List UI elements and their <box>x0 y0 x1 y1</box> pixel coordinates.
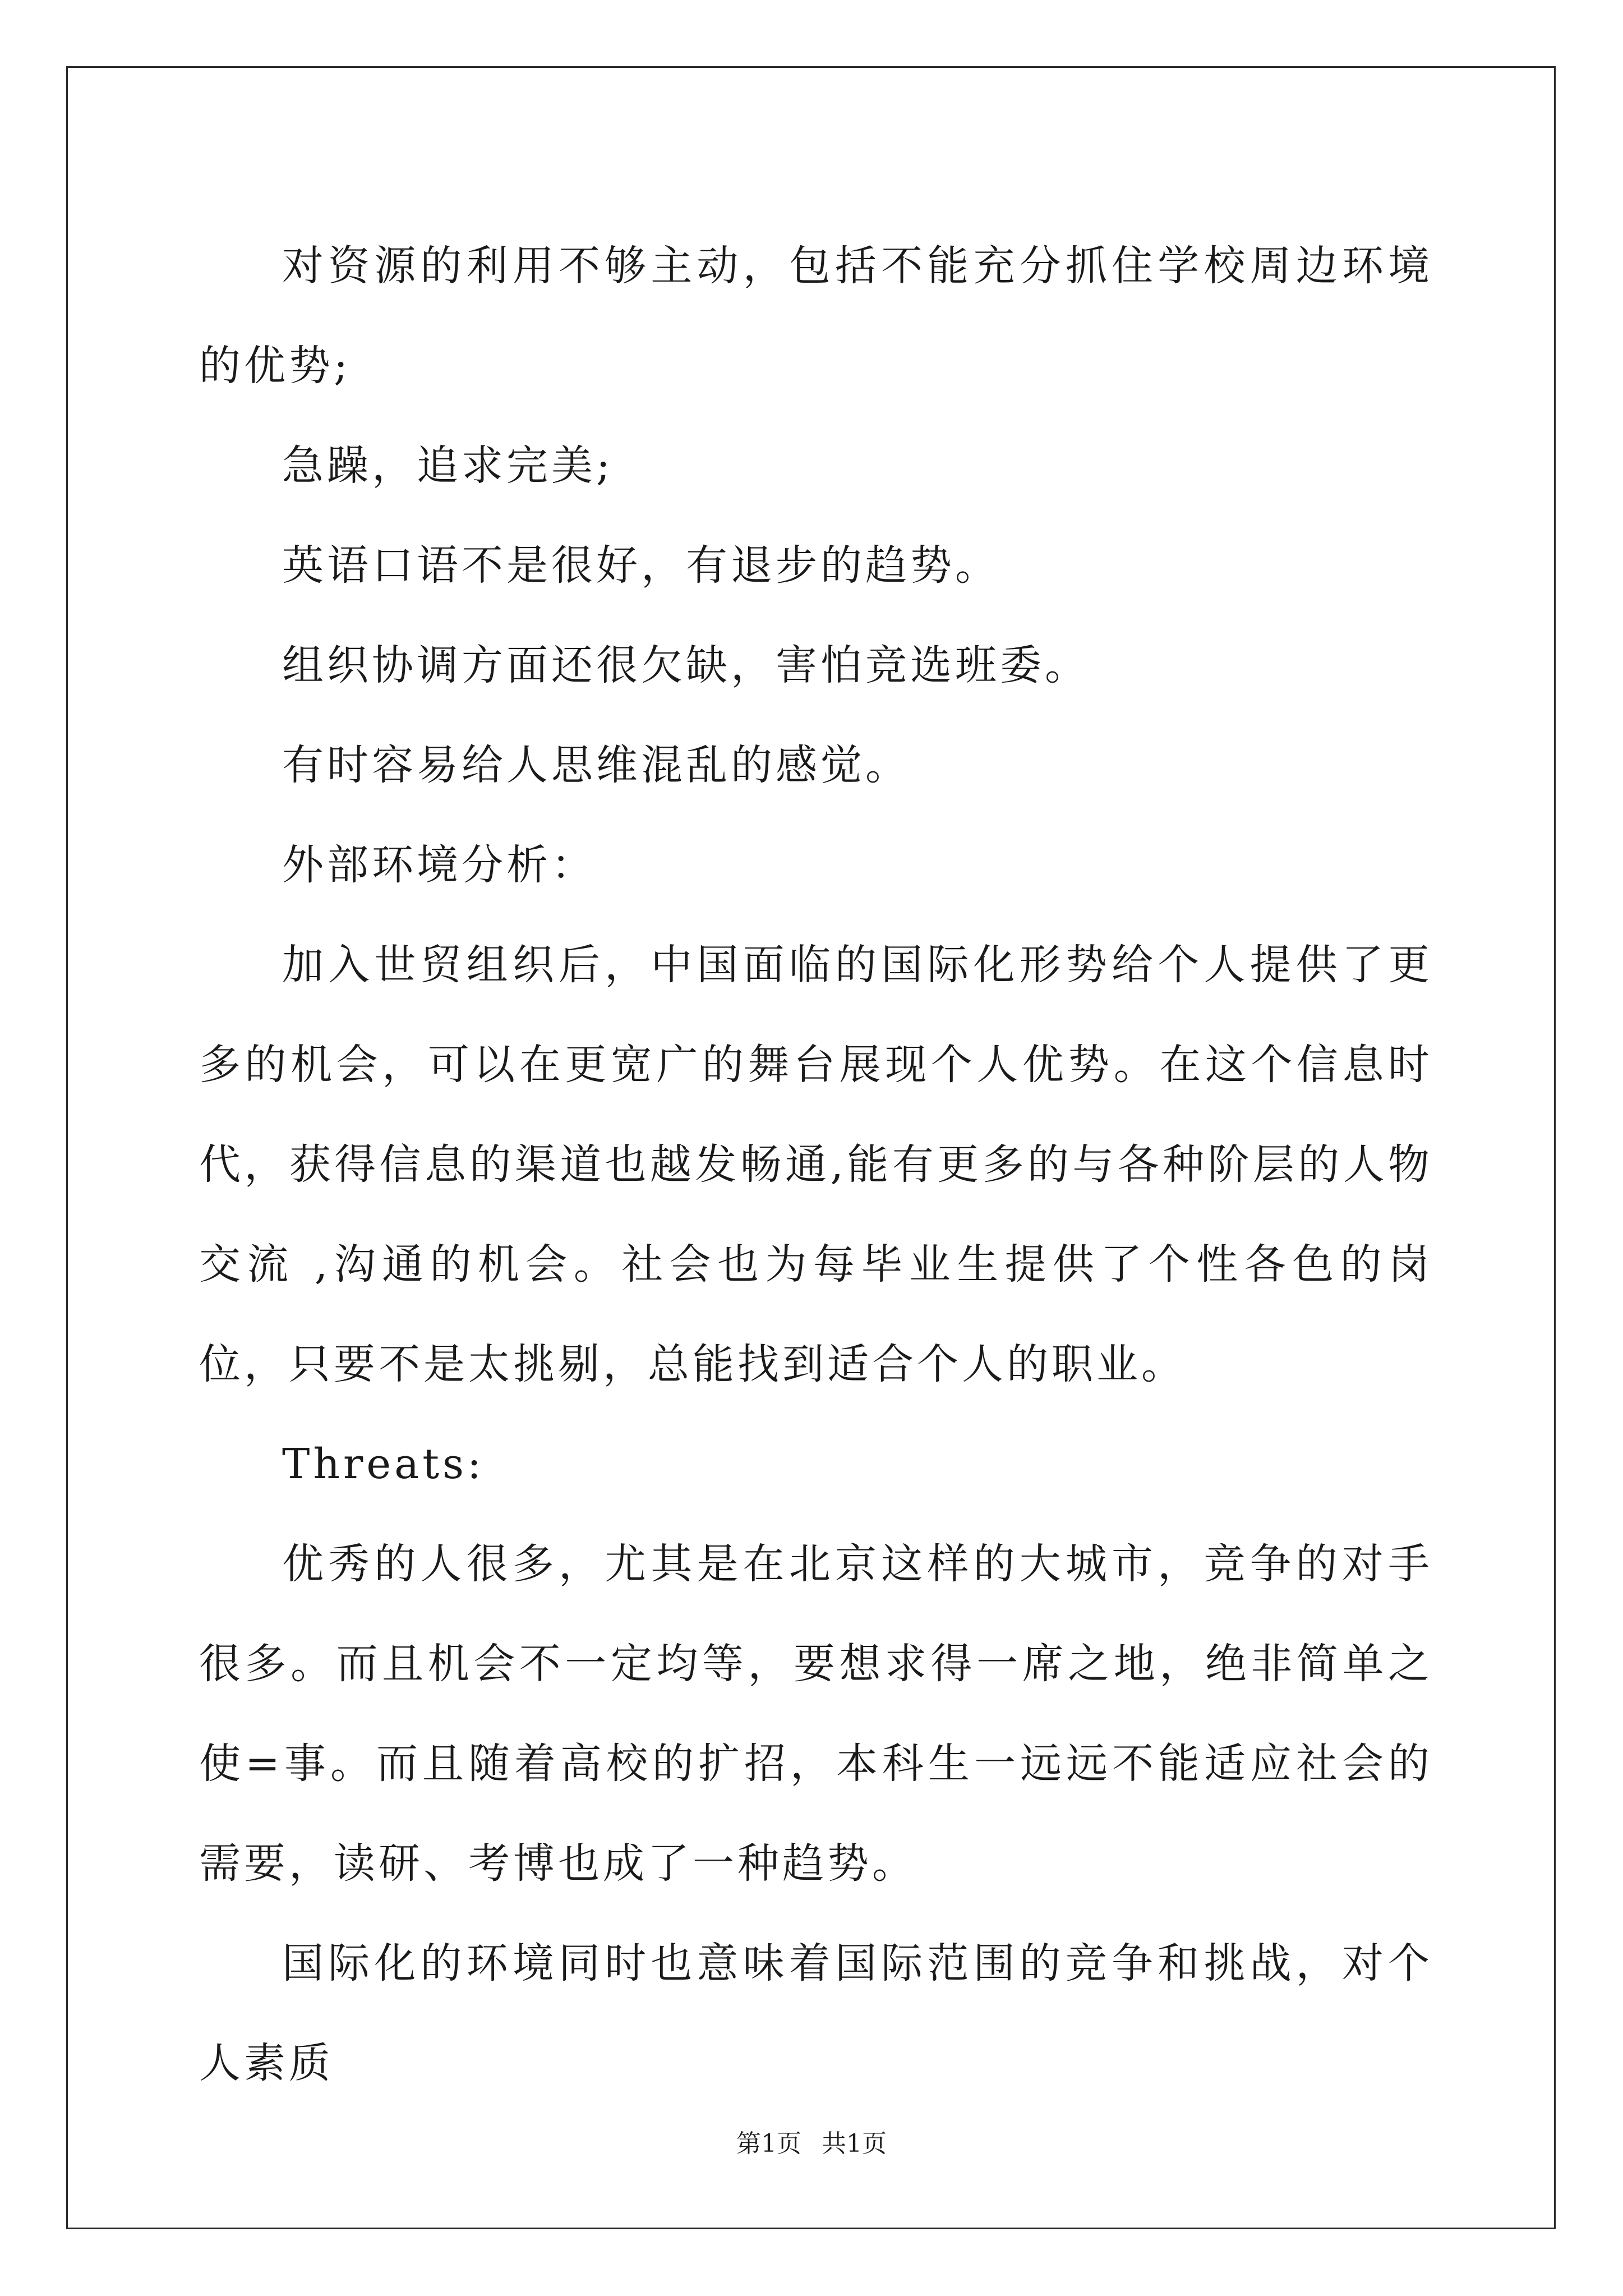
paragraph: 有时容易给人思维混乱的感觉。 <box>282 741 910 789</box>
paragraph: 加入世贸组织后，中国面临的国际化形势给个人提供了更多的机会，可以在更宽广的舞台展现个人优势。在这个信息时代，获得信息的渠道也越发畅通,能有更多的与各种阶层的人物交流 ,沟通的机会。社会也为每毕业生提供了个性各色的岗位，只要不是太挑剔，总能找到适合个人的职业。 <box>199 941 1433 1388</box>
document-body <box>199 216 1433 2113</box>
paragraph: 急躁，追求完美; <box>282 441 614 490</box>
section-heading: Threats: <box>282 1440 485 1488</box>
paragraph: 国际化的环境同时也意味着国际范围的竞争和挑战，对个人素质 <box>199 1939 1433 2087</box>
paragraph: 优秀的人很多，尤其是在北京这样的大城市，竞争的对手很多。而且机会不一定均等，要想求得一席之地，绝非简单之使=事。而且随着高校的扩招，本科生一远远不能适应社会的需要，读研、考博也成了一种趋势。 <box>199 1540 1433 1888</box>
section-heading: 外部环境分析： <box>282 841 596 889</box>
page-footer <box>0 2123 1623 2159</box>
paragraph: 组织协调方面还很欠缺，害怕竞选班委。 <box>282 641 1090 689</box>
paragraph: 对资源的利用不够主动，包括不能充分抓住学校周边环境的优势; <box>199 242 1433 390</box>
page-number: 第1页 <box>736 2129 801 2158</box>
page-total: 共1页 <box>822 2129 887 2158</box>
paragraph: 英语口语不是很好，有退步的趋势。 <box>282 541 1000 590</box>
